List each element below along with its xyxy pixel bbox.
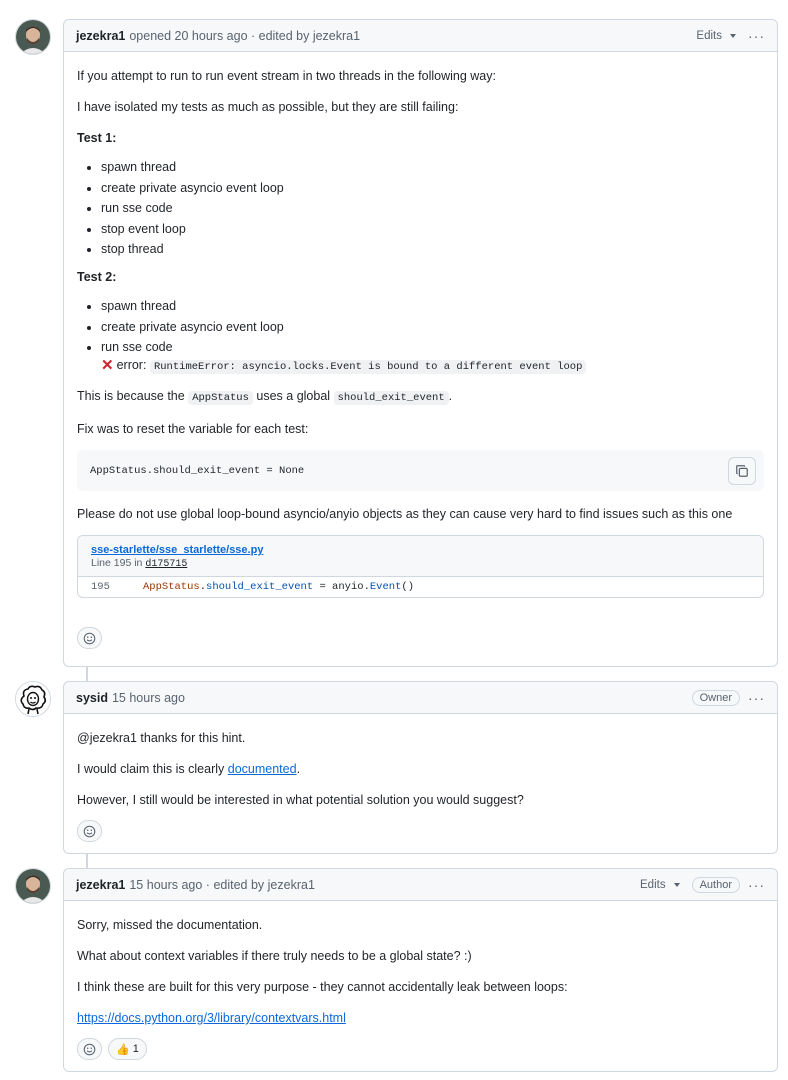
copy-button[interactable] (728, 457, 756, 485)
test1-heading: Test 1: (77, 131, 117, 145)
permalink-line-label: Line 195 in (91, 557, 143, 569)
comment-author[interactable]: jezekra1 (76, 877, 126, 892)
inline-code: AppStatus (188, 391, 253, 405)
author-badge: Author (692, 877, 740, 893)
inline-code: should_exit_event (334, 391, 449, 405)
contextvars-link[interactable]: https://docs.python.org/3/library/contextvars.html (77, 1011, 346, 1025)
permalink-file-link[interactable]: sse-starlette/sse_starlette/sse.py (91, 544, 264, 556)
comment-meta[interactable]: 15 hours ago · edited by jezekra1 (129, 877, 315, 892)
list-item: • run sse code (101, 199, 764, 217)
more-options-icon[interactable]: ··· (748, 27, 765, 44)
list-item: • spawn thread (101, 158, 764, 176)
paragraph (77, 387, 764, 407)
code-token: AppStatus (143, 581, 200, 593)
list-item: • create private asyncio event loop (101, 179, 764, 197)
edits-label: Edits (640, 878, 666, 891)
avatar[interactable] (15, 19, 51, 55)
copy-icon (735, 464, 749, 478)
sheep-avatar-icon (16, 682, 50, 716)
comment-meta[interactable]: opened 20 hours ago · edited by jezekra1 (129, 28, 361, 43)
code-token: = anyio. (313, 581, 370, 593)
reaction-row (77, 1038, 764, 1060)
code-text: AppStatus.should_exit_event = None (90, 464, 305, 477)
test1-list (77, 158, 764, 258)
caret-down-icon (674, 883, 680, 887)
edits-label: Edits (696, 29, 722, 42)
more-options-icon[interactable]: ··· (748, 689, 765, 706)
permalink-commit-link[interactable]: d175715 (145, 559, 188, 570)
code-content (143, 581, 414, 593)
error-code: RuntimeError: asyncio.locks.Event is bound to a different event loop (150, 360, 586, 374)
paragraph: I have isolated my tests as much as possible, but they are still failing: (77, 100, 459, 114)
list-item (101, 338, 764, 376)
smiley-icon (83, 825, 96, 838)
smiley-icon (83, 632, 96, 645)
avatar-photo-icon (16, 869, 50, 903)
paragraph: If you attempt to run to run event stream in two threads in the following way: (77, 69, 496, 83)
paragraph (77, 760, 764, 778)
add-reaction-button[interactable] (77, 1038, 102, 1060)
code-line (78, 577, 763, 597)
more-options-icon[interactable]: ··· (748, 876, 765, 893)
list-item: • stop event loop (101, 220, 764, 238)
list-item: • spawn thread (101, 297, 764, 315)
paragraph: Please do not use global loop-bound asyncio/anyio objects as they can cause very hard to find issues such as this one (77, 507, 733, 521)
code-token: should_exit_event (206, 581, 314, 593)
code-token: Event (369, 581, 402, 593)
add-reaction-button[interactable] (77, 627, 102, 649)
timeline-connector (86, 854, 88, 868)
caret-down-icon (730, 34, 736, 38)
avatar[interactable] (15, 868, 51, 904)
text: This is because the (77, 389, 185, 403)
avatar-photo-icon (16, 20, 50, 54)
text: . (296, 762, 301, 776)
thumbs-up-icon: 👍 (116, 1043, 130, 1056)
error-line (101, 356, 764, 376)
list-item-text: run sse code (101, 340, 173, 354)
error-label: error: (116, 358, 147, 372)
comment-header (64, 869, 777, 901)
line-number[interactable]: 195 (91, 581, 110, 593)
add-reaction-button[interactable] (77, 820, 102, 842)
comment (63, 868, 778, 1072)
comment-body (64, 52, 777, 659)
text: . (448, 389, 453, 403)
code-token: . (199, 581, 207, 593)
paragraph: What about context variables if there truly needs to be a global state? :) (77, 949, 472, 963)
code-block (77, 450, 764, 491)
cross-mark-icon: ✕ (101, 357, 114, 374)
reaction-row (77, 820, 764, 842)
comment (63, 681, 778, 854)
comment-meta[interactable]: 15 hours ago (111, 690, 185, 705)
reaction-row (77, 627, 764, 649)
paragraph: Sorry, missed the documentation. (77, 918, 263, 932)
paragraph: I think these are built for this very purpose - they cannot accidentally leak between loops: (77, 980, 568, 994)
paragraph: However, I still would be interested in what potential solution you would suggest? (77, 793, 524, 807)
code-token: () (401, 581, 414, 593)
comment-body (64, 901, 777, 1070)
list-item: • stop thread (101, 240, 764, 258)
reaction-count: 1 (132, 1043, 139, 1055)
text: I would claim this is clearly (77, 762, 225, 776)
text: uses a global (256, 389, 331, 403)
list-item: • create private asyncio event loop (101, 318, 764, 336)
code-permalink (77, 535, 764, 598)
smiley-icon (83, 1043, 96, 1056)
comment-header (64, 682, 777, 714)
paragraph (77, 1009, 764, 1027)
paragraph: Fix was to reset the variable for each test: (77, 422, 309, 436)
paragraph: @jezekra1 thanks for this hint. (77, 731, 246, 745)
test2-heading: Test 2: (77, 270, 117, 284)
edits-dropdown[interactable] (696, 30, 736, 42)
comment-body (64, 714, 777, 852)
permalink-header (78, 536, 763, 577)
edits-dropdown[interactable] (640, 879, 680, 891)
comment-author[interactable]: sysid (76, 690, 108, 705)
permalink-sub (91, 556, 750, 572)
thumbs-up-reaction-button[interactable] (108, 1038, 147, 1060)
timeline-connector (86, 667, 88, 681)
comment (63, 19, 778, 667)
comment-author[interactable]: jezekra1 (76, 28, 126, 43)
avatar[interactable] (15, 681, 51, 717)
documented-link[interactable]: documented (227, 762, 297, 776)
owner-badge: Owner (692, 690, 740, 706)
test2-list (77, 297, 764, 376)
comment-header (64, 20, 777, 52)
